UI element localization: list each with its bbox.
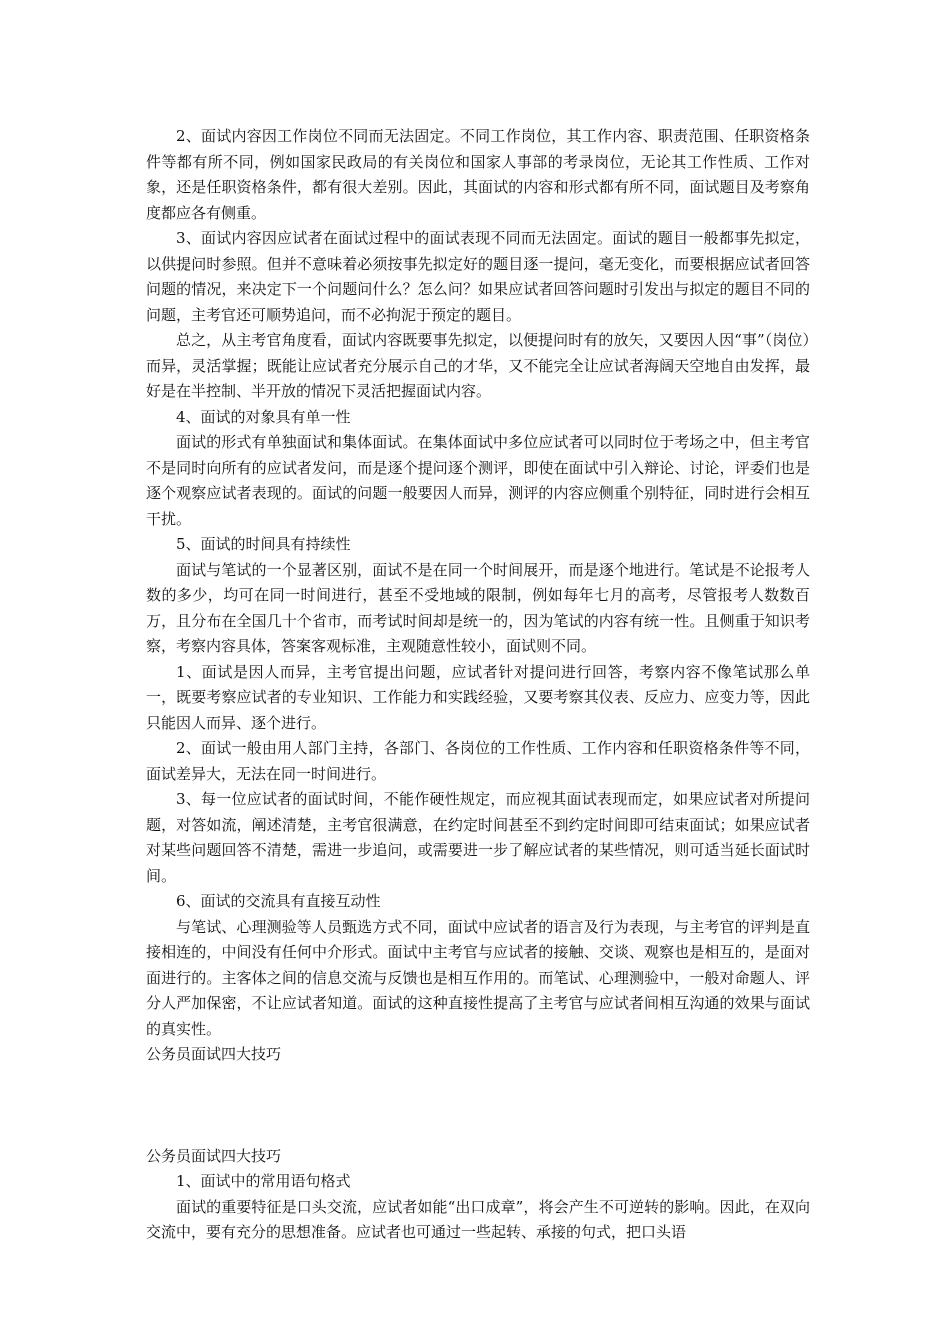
subsection-heading: 6、面试的交流具有直接互动性 [176,892,381,910]
paragraph: 总之，从主考官角度看，面试内容既要事先拟定，以便提问时有的放矢，又要因人因“事”（岗位）而异，灵活掌握；既能让应试者充分展示自己的才华，又不能完全让应试者海阔天空地自由发挥，最好是在半控制、半开放的情况下灵活把握面试内容。 [146,331,810,400]
paragraph: 与笔试、心理测验等人员甄选方式不同，面试中应试者的语言及行为表现，与主考官的评判是直接相连的，中间没有任何中介形式。面试中主考官与应试者的接触、交谈、观察也是相互的，是面对面进行的。主客体之间的信息交流与反馈也是相互作用的。而笔试、心理测验中，一般对命题人、评分人严加保密，不让应试者知道。面试的这种直接性提高了主考官与应试者间相互沟通的效果与面试的真实性。 [146,917,810,1038]
paragraph: 面试的重要特征是口头交流，应试者如能“出口成章”，将会产生不可逆转的影响。因此，在双向交流中，要有充分的思想准备。应试者也可通过一些起转、承接的句式，把口头语 [146,1197,810,1241]
paragraph: 2、面试内容因工作岗位不同而无法固定。不同工作岗位，其工作内容、职责范围、任职资格条件等都有所不同，例如国家民政局的有关岗位和国家人事部的考录岗位，无论其工作性质、工作对象，还是任职资格条件，都有很大差别。因此，其面试的内容和形式都有所不同，面试题目及考察角度都应各有侧重。 [146,127,810,222]
blank-space [146,1068,810,1144]
paragraph: 3、每一位应试者的面试时间，不能作硬性规定，而应视其面试表现而定，如果应试者对所提问题，对答如流，阐述清楚，主考官很满意，在约定时间甚至不到约定时间即可结束面试；如果应试者对某些问题回答不清楚，需进一步追问，或需要进一步了解应试者的某些情况，则可适当延长面试时间。 [146,790,810,885]
paragraph: 3、面试内容因应试者在面试过程中的面试表现不同而无法固定。面试的题目一般都事先拟定，以供提问时参照。但并不意味着必须按事先拟定好的题目逐一提问，毫无变化，而要根据应试者回答问题的情况，来决定下一个问题问什么？怎么问？如果应试者回答问题时引发出与拟定的题目不同的问题，主考官还可顺势追问，而不必拘泥于预定的题目。 [146,229,810,324]
paragraph: 面试与笔试的一个显著区别，面试不是在同一个时间展开，而是逐个地进行。笔试是不论报考人数的多少，均可在同一时间进行，甚至不受地域的限制，例如每年七月的高考，尽管报考人数数百万，且分布在全国几十个省市，而考试时间却是统一的，因为笔试的内容有统一性。且侧重于知识考察，考察内容具体，答案客观标准，主观随意性较小，面试则不同。 [146,560,810,655]
paragraph: 1、面试是因人而异，主考官提出问题，应试者针对提问进行回答，考察内容不像笔试那么单一，既要考察应试者的专业知识、工作能力和实践经验，又要考察其仪表、反应力、应变力等，因此只能因人而异、逐个进行。 [146,662,810,732]
paragraph: 面试的形式有单独面试和集体面试。在集体面试中多位应试者可以同时位于考场之中，但主考官不是同时向所有的应试者发问，而是逐个提问逐个测评，即使在面试中引入辩论、讨论，评委们也是逐个观察应试者表现的。面试的问题一般要因人而异，测评的内容应侧重个别特征，同时进行会相互干扰。 [146,433,810,528]
paragraph: 2、面试一般由用人部门主持，各部门、各岗位的工作性质、工作内容和任职资格条件等不同，面试差异大，无法在同一时间进行。 [146,739,810,783]
document-body [146,124,810,1246]
section-heading: 公务员面试四大技巧 [146,1045,282,1063]
subsection-heading: 4、面试的对象具有单一性 [176,407,351,426]
subsection-heading: 1、面试中的常用语句格式 [176,1172,351,1190]
subsection-heading: 5、面试的时间具有持续性 [176,535,351,553]
section-heading: 公务员面试四大技巧 [146,1146,282,1165]
